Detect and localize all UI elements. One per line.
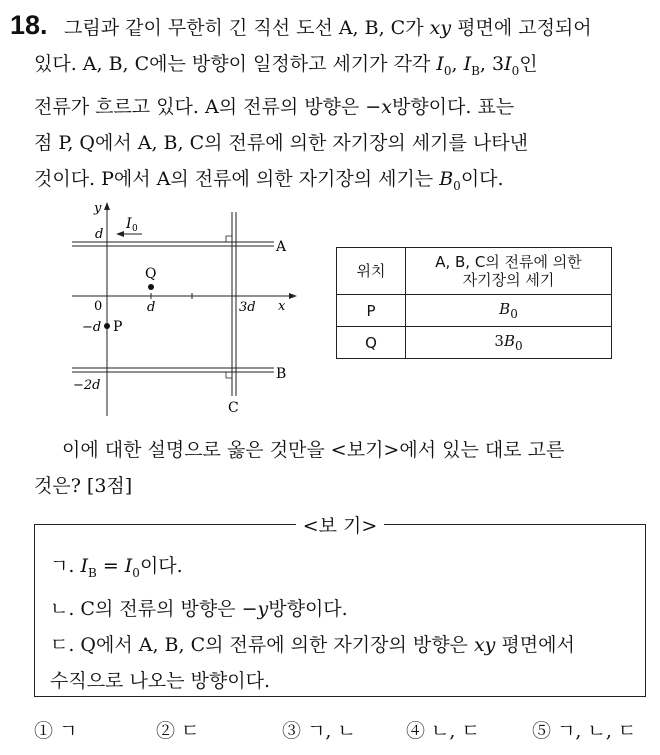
stem-line (34, 89, 654, 125)
choice-2[interactable]: ② ㄷ (156, 720, 200, 742)
stem-text: B (471, 63, 480, 78)
bogi-item-text: I (124, 555, 133, 577)
field-prefix: 3 (494, 332, 504, 350)
stem-text: 전류가 흐르고 있다. A의 전류의 방향은 − (34, 95, 382, 118)
table-cell-position: P (337, 295, 406, 327)
stem-text: 있다. A, B, C에는 방향이 일정하고 세기가 각각 (34, 53, 437, 75)
bogi-item-text: 평면에서 (495, 633, 575, 656)
stem-text: 그림과 같이 무한히 긴 직선 도선 A, B, C가 (64, 17, 430, 39)
table-cell-field (406, 295, 612, 327)
right-angle-b (226, 372, 232, 378)
choice-3[interactable]: ③ ㄱ, ㄴ (282, 720, 356, 742)
table-cell-field (406, 327, 612, 359)
wire-b-label: B (276, 366, 287, 382)
choice-5[interactable]: ⑤ ㄱ, ㄴ, ㄷ (532, 720, 637, 742)
current-arrow-head (116, 231, 124, 237)
stem-text: 0 (443, 63, 452, 78)
stem-text: 이다. (460, 167, 504, 190)
wire-figure (62, 198, 302, 418)
tick-label-d-y: d (95, 227, 104, 242)
stem-line (34, 46, 654, 89)
stem-text: 0 (453, 178, 461, 193)
table-row (337, 327, 612, 359)
wire-diagram (62, 198, 302, 418)
bogi-item-line (50, 548, 575, 591)
field-symbol: B (503, 332, 515, 350)
bogi-item-line (50, 663, 575, 699)
table-header-field-line2: 자기장의 세기 (462, 271, 555, 289)
stem-line (34, 125, 654, 161)
bogi-item-text: 0 (132, 565, 140, 580)
x-axis-label: x (278, 299, 286, 314)
stem-text: B (439, 167, 454, 190)
field-sub: 0 (510, 307, 518, 321)
tick-label-neg-2d: −2d (73, 378, 101, 393)
field-symbol: B (499, 300, 511, 318)
current-label-sub: 0 (132, 224, 138, 234)
stem-text: I (436, 53, 444, 75)
stem-text: 0 (511, 63, 520, 78)
bogi-item-text: y (257, 597, 269, 620)
stem-text: 것이다. P에서 A의 전류에 의한 자기장의 세기는 (34, 167, 440, 190)
bogi-item-text: I (80, 555, 88, 577)
tick-label-neg-d: −d (82, 320, 102, 335)
bogi-items (50, 548, 575, 699)
stem-text: I (504, 53, 512, 75)
stem-line (64, 10, 654, 46)
question-number: 18. (10, 10, 48, 40)
table-header-position: 위치 (337, 248, 406, 295)
bogi-item-text: ㄱ. (50, 555, 81, 577)
question-prompt (34, 432, 654, 504)
tick-label-d-x: d (147, 300, 156, 315)
bogi-item-text: xy (473, 633, 496, 656)
bogi-item-text: ㄴ. C의 전류의 방향은 − (50, 597, 258, 620)
stem-text: , (451, 53, 464, 75)
wire-a-label: A (276, 239, 287, 255)
bogi-item-text: 방향이다. (268, 597, 348, 620)
table-header-field-line1: A, B, C의 전류에 의한 (435, 253, 582, 271)
bogi-item-text: B (87, 565, 97, 580)
stem-text: 방향이다. 표는 (391, 95, 515, 118)
stem-text: 점 P, Q에서 A, B, C의 전류에 의한 자기장의 세기를 나타낸 (34, 131, 528, 154)
bogi-item-text: = (96, 555, 125, 577)
origin-label: 0 (94, 299, 103, 314)
table-cell-position: Q (337, 327, 406, 359)
stem-text: x (381, 95, 392, 118)
point-q-dot (148, 284, 154, 290)
table-header-field (406, 248, 612, 295)
y-axis-label: y (94, 201, 102, 216)
x-axis-arrow (289, 293, 297, 299)
field-sub: 0 (514, 339, 523, 353)
stem-text: xy (429, 17, 452, 39)
table-row (337, 295, 612, 327)
stem-text: , 3 (479, 53, 505, 75)
question-stem (34, 10, 654, 204)
choice-1[interactable]: ① ㄱ (34, 720, 78, 742)
bogi-title: <보 기> (302, 515, 378, 537)
bogi-item-line (50, 627, 575, 663)
point-p-dot (104, 323, 110, 329)
bogi-item-text: 이다. (139, 555, 183, 577)
point-q-label: Q (145, 266, 157, 282)
stem-text: 인 (519, 53, 538, 75)
choice-4[interactable]: ④ ㄴ, ㄷ (406, 720, 480, 742)
bogi-item-line (50, 591, 575, 627)
stem-text: 평면에 고정되어 (451, 17, 592, 39)
table-header-row (337, 248, 612, 295)
tick-label-3d: 3d (239, 300, 256, 315)
right-angle-a (226, 236, 232, 242)
current-label: I (126, 216, 132, 232)
bogi-item-text: 수직으로 나오는 방향이다. (50, 669, 271, 692)
stem-text: I (463, 53, 472, 75)
prompt-line: 것은? [3점] (34, 475, 133, 497)
wire-c-label: C (228, 400, 239, 416)
point-p-label: P (113, 319, 123, 335)
bogi-item-text: ㄷ. Q에서 A, B, C의 전류에 의한 자기장의 방향은 (50, 633, 474, 656)
y-axis-arrow (104, 202, 110, 210)
prompt-line: 이에 대한 설명으로 옳은 것만을 <보기>에서 있는 대로 고른 (62, 439, 565, 461)
field-table (336, 247, 612, 359)
